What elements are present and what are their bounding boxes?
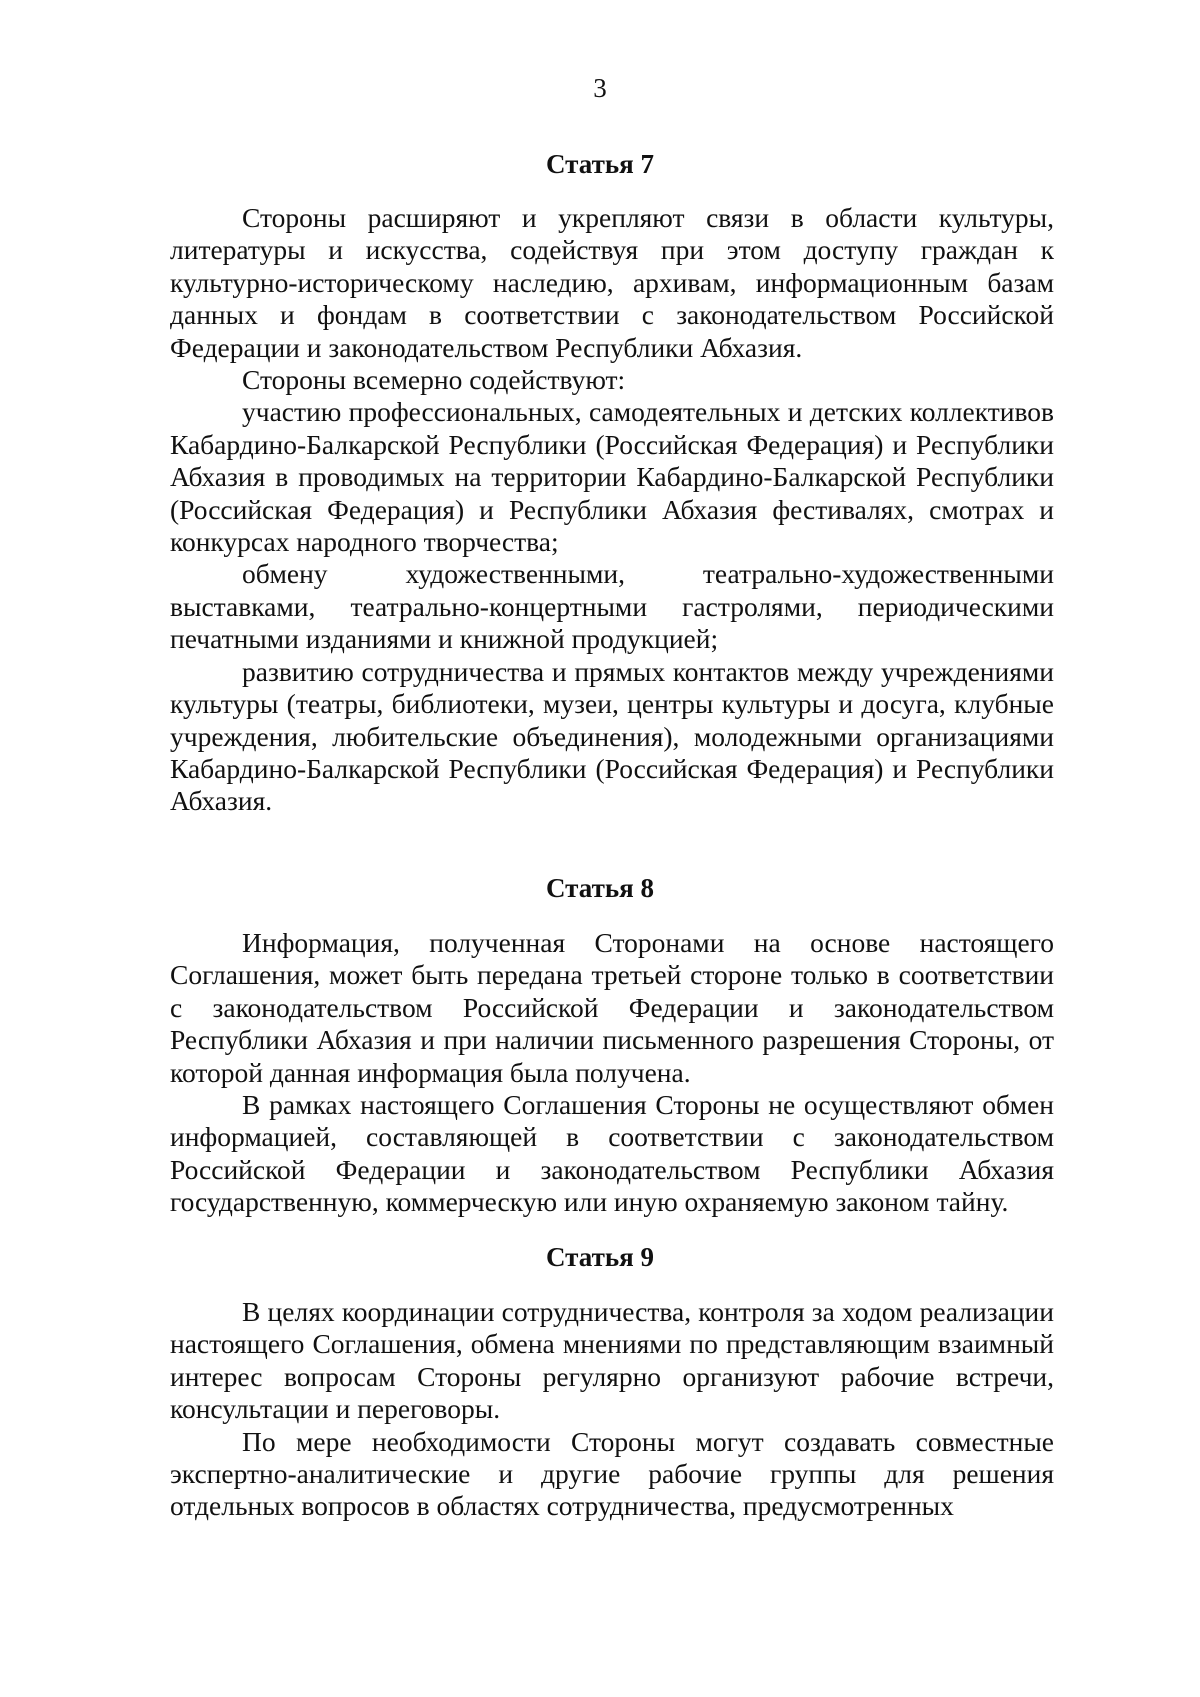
paragraph: В целях координации сотрудничества, контроля за ходом реализации настоящего Соглашения, обмена мнениями по представляющим взаимный интерес вопросам Стороны регулярно организуют рабочие встречи, консультации и переговоры. [170, 1296, 1054, 1425]
paragraph: Стороны расширяют и укрепляют связи в области культуры, литературы и искусства, содействуя при этом доступу граждан к культурно-историческому наследию, архивам, информационным базам данных и фондам в соответствии с законодательством Российской Федерации и законодательством Республики Абхазия. [170, 202, 1054, 363]
article-8-heading: Статья 8 [546, 873, 654, 903]
article-7-heading: Статья 7 [546, 149, 654, 179]
paragraph: участию профессиональных, самодеятельных и детских коллективов Кабардино-Балкарской Республики (Российская Федерация) и Республики Абхазия в проводимых на территории Кабардино-Балкарской Республики (Российская Федерация) и Республики Абхазия фестивалях, смотрах и конкурсах народного творчества; [170, 396, 1054, 558]
article-8-body [170, 927, 1054, 1219]
page-number: 3 [593, 73, 607, 103]
paragraph: Информация, полученная Сторонами на основе настоящего Соглашения, может быть передана третьей стороне только в соответствии с законодательством Российской Федерации и законодательством Республики Абхазия и при наличии письменного разрешения Стороны, от которой данная информация была получена. [170, 927, 1054, 1088]
article-9-heading: Статья 9 [546, 1242, 654, 1272]
paragraph: обмену художественными, театрально-художественными выставками, театрально-концертными гастролями, периодическими печатными изданиями и книжной продукцией; [170, 558, 1054, 655]
paragraph: развитию сотрудничества и прямых контактов между учреждениями культуры (театры, библиотеки, музеи, центры культуры и досуга, клубные учреждения, любительские объединения), молодежными организациями Кабардино-Балкарской Республики (Российская Федерация) и Республики Абхазия. [170, 655, 1054, 817]
article-9-body [170, 1296, 1054, 1523]
paragraph: Стороны всемерно содействуют: [242, 364, 626, 396]
article-7-body [170, 202, 1054, 818]
paragraph: По мере необходимости Стороны могут создавать совместные экспертно-аналитические и другие рабочие группы для решения отдельных вопросов в областях сотрудничества, предусмотренных [170, 1425, 1054, 1522]
paragraph: В рамках настоящего Соглашения Стороны не осуществляют обмен информацией, составляющей в соответствии с законодательством Российской Федерации и законодательством Республики Абхазия государственную, коммерческую или иную охраняемую законом тайну. [170, 1089, 1054, 1218]
